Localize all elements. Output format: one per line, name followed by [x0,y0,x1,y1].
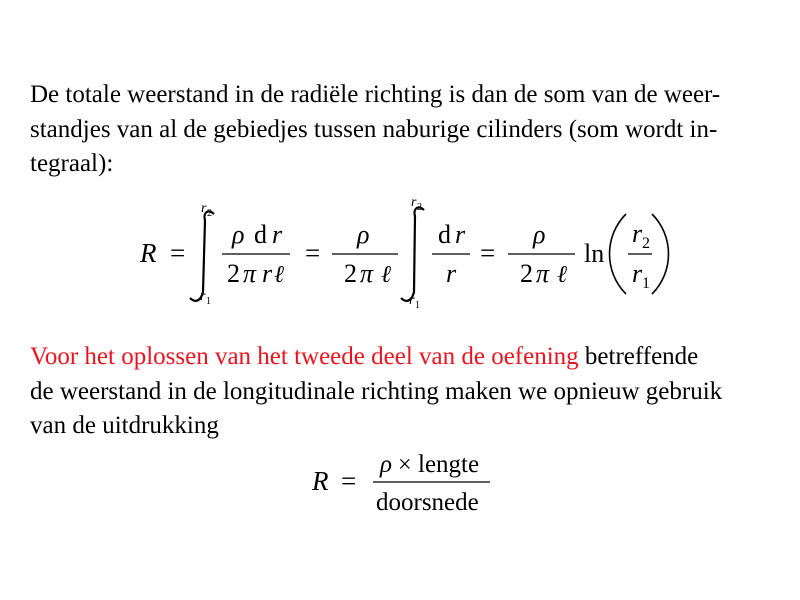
text-line: van de uitdrukking [30,412,219,439]
eq1-t1-d: d [254,220,267,249]
eq2-num-text: lengte [418,451,480,478]
eq1-frac-den-sub: 1 [642,275,650,292]
eq1-t1-rho: ρ [232,220,245,249]
eq1-t3-den-ell: ℓ [557,262,567,288]
eq1-upper-sub: 2 [417,202,422,213]
eq1-frac-den: r [632,259,643,288]
eq1-t2i-r: r [455,220,466,249]
highlight-text: Voor het oplossen van het tweede deel van de oefening [30,343,579,370]
eq1-t2i-d: d [438,220,451,249]
eq1-ln: ln [584,239,605,268]
eq1-t3-rho: ρ [533,220,546,249]
text-segment: betreffende [578,343,699,370]
eq1-t1-den-ell: ℓ [274,262,284,288]
eq1-upper-limit: r [411,195,417,210]
eq1-t1-den-2: 2 [227,259,240,288]
eq1-frac-num: r [632,219,643,248]
eq1-upper-sub: 2 [207,208,212,219]
eq2-rho: ρ [380,451,392,478]
text-line: de weerstand in de longitudinale richting maken we opnieuw gebruik [30,377,723,405]
eq1-equals: = [305,238,321,268]
eq1-t2i-den: r [446,259,457,288]
eq1-lower-limit: r [409,293,415,308]
eq1-t3-den-pi: π [536,259,550,288]
eq1-t1-den-pi: π [243,259,257,288]
eq1-t3-den-2: 2 [520,259,533,288]
eq2-equals: = [341,466,357,496]
eq1-lower-sub: 1 [206,296,211,307]
text-line: standjes van al de gebiedjes tussen naburige cilinders (som wordt in- [30,115,718,143]
eq1-t2-den-2: 2 [344,259,357,288]
eq1-equals: = [170,238,186,268]
eq1-equals: = [480,238,496,268]
eq2-times: × [398,452,412,478]
eq1-upper-limit: r [201,201,207,216]
text-line: De totale weerstand in de radiële richting is dan de som van de weer- [30,81,721,108]
eq1-t1-r: r [272,220,283,249]
eq1-frac-num-sub: 2 [642,235,650,252]
eq1-lhs: R [140,238,157,268]
eq1-t2-den-pi: π [360,259,374,288]
eq1-lower-sub: 1 [415,300,420,311]
eq2-den-text: doorsnede [376,489,479,516]
eq1-t1-den-r: r [262,259,273,288]
eq1-lower-limit: r [200,289,206,304]
eq1-t2-den-ell: ℓ [381,262,391,288]
eq1-t2-rho: ρ [357,220,370,249]
eq2-lhs: R [312,466,329,496]
text-line: tegraal): [30,150,114,177]
